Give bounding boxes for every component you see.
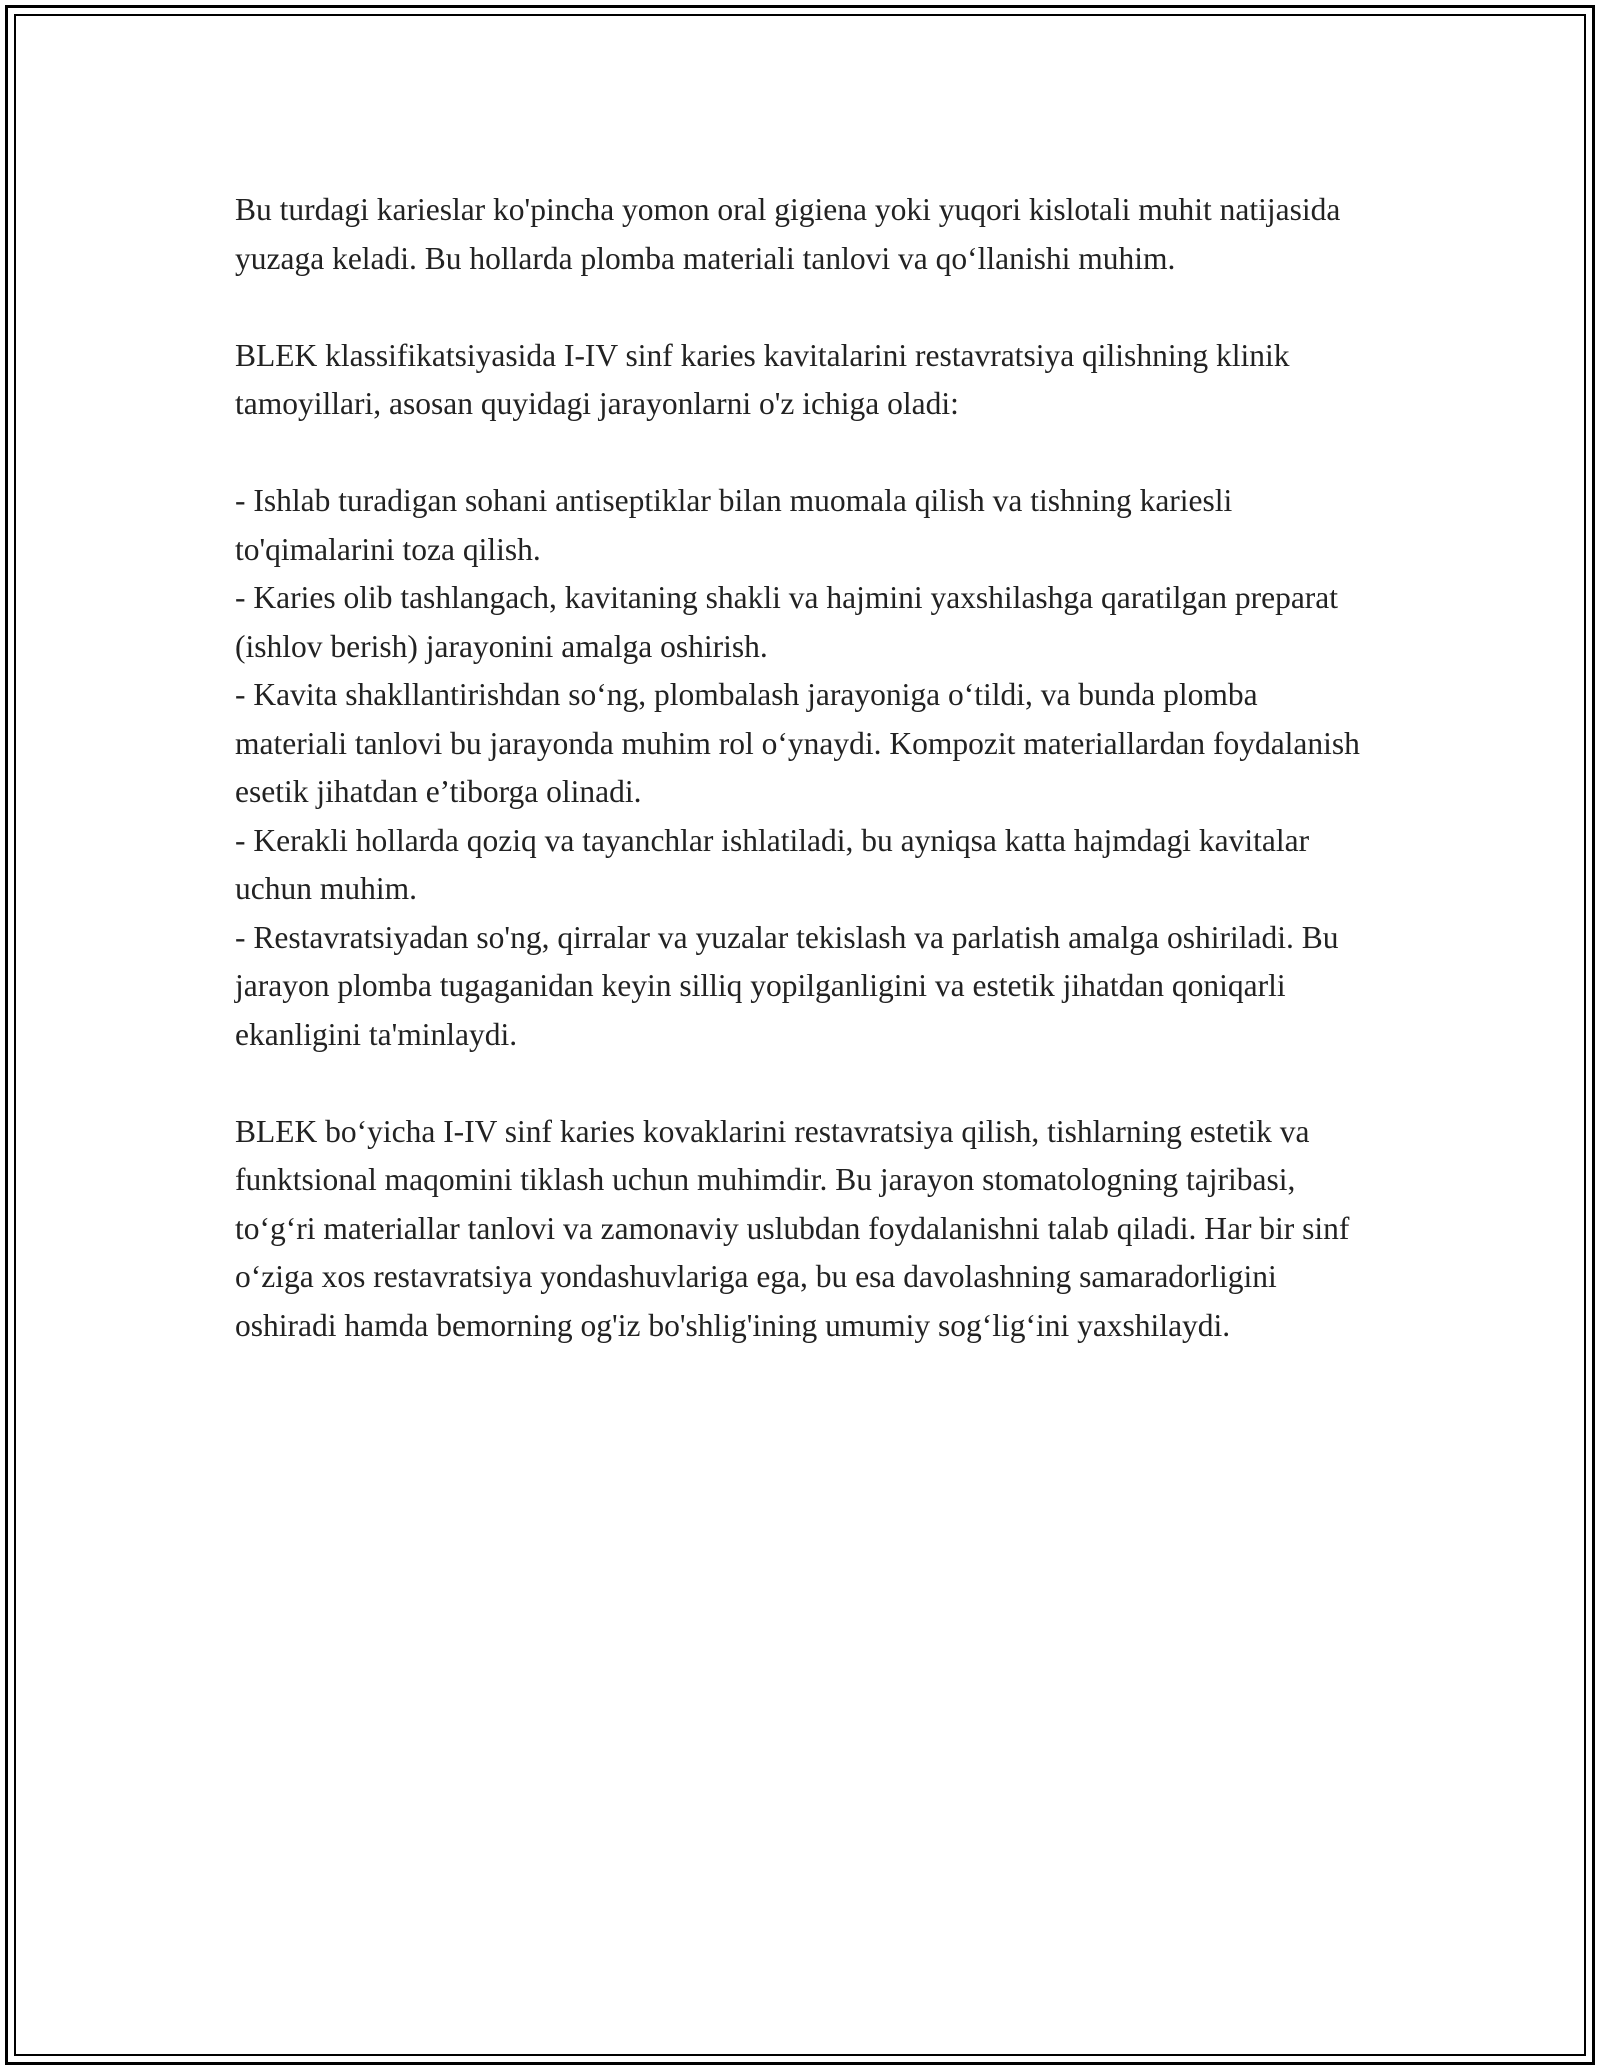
list-item: - Karies olib tashlangach, kavitaning shakli va hajmini yaxshilashga qaratilgan preparat (ishlov berish) jarayonini amalga oshirish.	[235, 580, 1339, 664]
steps-list	[235, 477, 1365, 1059]
list-item: - Kavita shakllantirishdan so‘ng, plombalash jarayoniga o‘tildi, va bunda plomba materiali tanlovi bu jarayonda muhim rol o‘ynaydi. Kompozit materiallardan foydalanish esetik jihatdan e’tiborga olinadi.	[235, 677, 1360, 809]
paragraph-principles-intro: BLEK klassifikatsiyasida I-IV sinf karies kavitalarini restavratsiya qilishning klinik tamoyillari, asosan quyidagi jarayonlarni o'z ichiga oladi:	[235, 337, 1290, 421]
list-item: - Kerakli hollarda qoziq va tayanchlar ishlatiladi, bu ayniqsa katta hajmdagi kavitalar uchun muhim.	[235, 822, 1310, 906]
list-item: - Restavratsiyadan so'ng, qirralar va yuzalar tekislash va parlatish amalga oshiriladi. Bu jarayon plomba tugaganidan keyin silliq yopilganligini va estetik jihatdan qoniqarli ekanligini ta'minlaydi.	[235, 919, 1339, 1052]
paragraph-intro: Bu turdagi karieslar ko'pincha yomon oral gigiena yoki yuqori kislotali muhit natijasida yuzaga keladi. Bu hollarda plomba materiali tanlovi va qo‘llanishi muhim.	[235, 192, 1341, 276]
document-body	[235, 186, 1365, 1399]
paragraph-conclusion: BLEK bo‘yicha I-IV sinf karies kovaklarini restavratsiya qilish, tishlarning estetik va funktsional maqomini tiklash uchun muhimdir. Bu jarayon stomatologning tajribasi, to‘g‘ri materiallar tanlovi va zamonaviy uslubdan foydalanishni talab qiladi. Har bir sinf o‘ziga xos restavratsiya yondashuvlariga ega, bu esa davolashning samaradorligini oshiradi hamda bemorning og'iz bo'shlig'ining umumiy sog‘lig‘ini yaxshilaydi.	[235, 1113, 1350, 1343]
list-item: - Ishlab turadigan sohani antiseptiklar bilan muomala qilish va tishning kariesli to'qimalarini toza qilish.	[235, 483, 1233, 567]
